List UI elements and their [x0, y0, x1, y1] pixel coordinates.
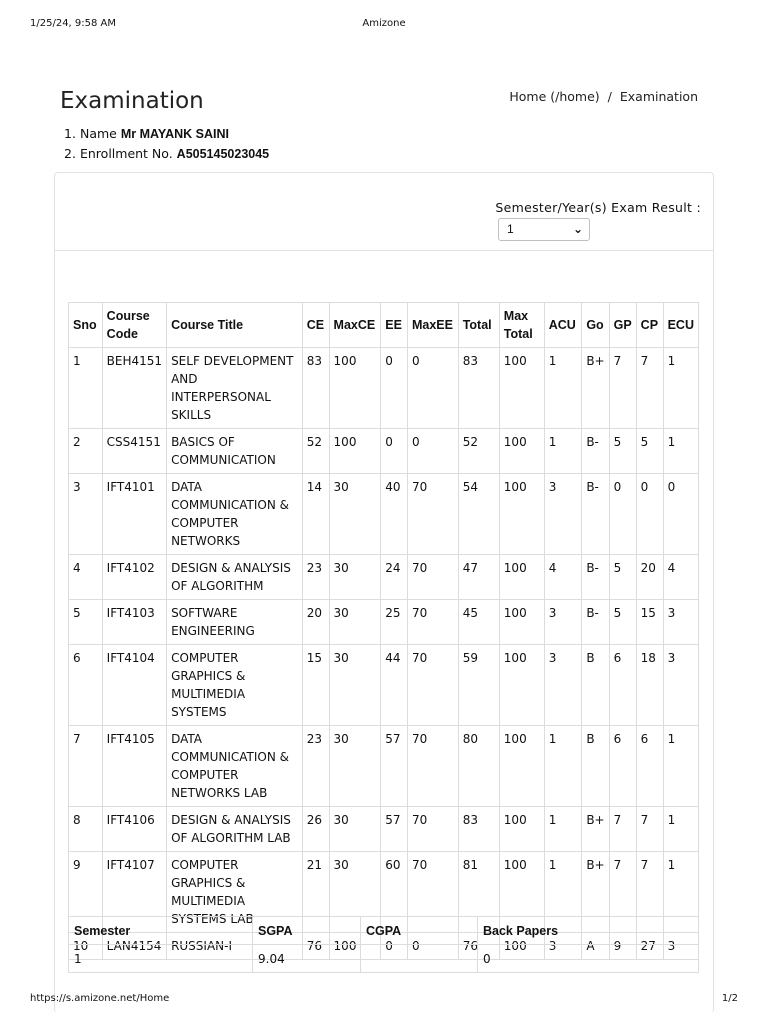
cell-ce: 26 — [302, 807, 329, 852]
cell-ce: 23 — [302, 555, 329, 600]
cell-acu: 1 — [544, 348, 582, 429]
col-header-ecu: ECU — [663, 303, 698, 348]
cell-sno: 6 — [69, 645, 103, 726]
cell-grade: B+ — [582, 348, 609, 429]
cell-maxee: 70 — [407, 645, 458, 726]
semester-select[interactable] — [498, 218, 590, 241]
cell-cp: 5 — [636, 429, 663, 474]
cell-total: 83 — [458, 348, 499, 429]
cell-maxce: 30 — [329, 645, 381, 726]
cell-maxce: 100 — [329, 933, 381, 960]
cell-max-total: 100 — [499, 348, 544, 429]
cell-maxce: 30 — [329, 852, 381, 933]
cell-ecu: 1 — [663, 807, 698, 852]
cell-total: 52 — [458, 429, 499, 474]
summary-back-papers: 0 — [478, 945, 699, 973]
table-row — [69, 645, 699, 726]
cell-ecu: 3 — [663, 645, 698, 726]
cell-gp: 9 — [609, 933, 636, 960]
semester-filter-label: Semester/Year(s) Exam Result : — [495, 200, 701, 215]
cell-course-title: DATA COMMUNICATION & COMPUTER NETWORKS — [167, 474, 303, 555]
cell-grade: B+ — [582, 852, 609, 933]
cell-acu: 1 — [544, 429, 582, 474]
cell-total: 45 — [458, 600, 499, 645]
breadcrumb — [509, 89, 698, 104]
cell-sno: 8 — [69, 807, 103, 852]
cell-max-total: 100 — [499, 600, 544, 645]
student-name-label: Name — [79, 126, 117, 141]
col-header-go: Go — [582, 303, 609, 348]
cell-maxce: 30 — [329, 555, 381, 600]
print-page-number: 1/2 — [721, 993, 738, 1004]
summary-semester: 1 — [69, 945, 253, 973]
cell-course-code: IFT4103 — [102, 600, 166, 645]
table-row — [69, 600, 699, 645]
cell-max-total: 100 — [499, 429, 544, 474]
cell-grade: B- — [582, 555, 609, 600]
cell-course-title: DESIGN & ANALYSIS OF ALGORITHM — [167, 555, 303, 600]
cell-cp: 7 — [636, 852, 663, 933]
cell-total: 81 — [458, 852, 499, 933]
cell-gp: 5 — [609, 555, 636, 600]
cell-acu: 3 — [544, 645, 582, 726]
cell-ecu: 1 — [663, 852, 698, 933]
cell-course-title: RUSSIAN-I — [167, 933, 303, 960]
cell-course-title: SOFTWARE ENGINEERING — [167, 600, 303, 645]
col-header-sno: Sno — [69, 303, 103, 348]
col-header-cgpa: CGPA — [361, 917, 478, 945]
cell-total: 47 — [458, 555, 499, 600]
cell-ee: 0 — [381, 429, 408, 474]
cell-gp: 6 — [609, 726, 636, 807]
cell-maxee: 70 — [407, 726, 458, 807]
cell-maxce: 30 — [329, 726, 381, 807]
cell-gp: 7 — [609, 348, 636, 429]
cell-course-title: BASICS OF COMMUNICATION — [167, 429, 303, 474]
col-header-max-total: Max Total — [499, 303, 544, 348]
cell-ee: 0 — [381, 933, 408, 960]
print-site-title: Amizone — [362, 18, 406, 29]
col-header-course-title: Course Title — [167, 303, 303, 348]
cell-ce: 14 — [302, 474, 329, 555]
enrollment-number: A505145023045 — [176, 147, 270, 161]
cell-acu: 1 — [544, 807, 582, 852]
cell-max-total: 100 — [499, 852, 544, 933]
cell-ee: 40 — [381, 474, 408, 555]
cell-ee: 57 — [381, 726, 408, 807]
table-row — [69, 429, 699, 474]
cell-sno: 2 — [69, 429, 103, 474]
cell-course-code: LAN4154 — [102, 933, 166, 960]
cell-max-total: 100 — [499, 807, 544, 852]
cell-grade: A — [582, 933, 609, 960]
cell-cp: 18 — [636, 645, 663, 726]
cell-course-title: DESIGN & ANALYSIS OF ALGORITHM LAB — [167, 807, 303, 852]
cell-ce: 21 — [302, 852, 329, 933]
cell-ecu: 1 — [663, 726, 698, 807]
cell-maxee: 70 — [407, 474, 458, 555]
table-row — [69, 555, 699, 600]
cell-max-total: 100 — [499, 645, 544, 726]
cell-course-code: BEH4151 — [102, 348, 166, 429]
cell-maxce: 30 — [329, 600, 381, 645]
cell-maxce: 100 — [329, 348, 381, 429]
cell-grade: B — [582, 726, 609, 807]
cell-maxee: 70 — [407, 852, 458, 933]
cell-sno: 4 — [69, 555, 103, 600]
student-enrollment-item — [64, 144, 269, 164]
table-row — [69, 348, 699, 429]
cell-course-title: COMPUTER GRAPHICS & MULTIMEDIA SYSTEMS LAB — [167, 852, 303, 933]
summary-sgpa: 9.04 — [253, 945, 361, 973]
cell-gp: 7 — [609, 852, 636, 933]
col-header-back-papers: Back Papers — [478, 917, 699, 945]
cell-course-title: COMPUTER GRAPHICS & MULTIMEDIA SYSTEMS — [167, 645, 303, 726]
cell-ee: 0 — [381, 348, 408, 429]
col-header-acu: ACU — [544, 303, 582, 348]
cell-ee: 60 — [381, 852, 408, 933]
table-row — [69, 807, 699, 852]
cell-course-code: IFT4105 — [102, 726, 166, 807]
cell-total: 83 — [458, 807, 499, 852]
cell-ce: 83 — [302, 348, 329, 429]
col-header-total: Total — [458, 303, 499, 348]
cell-course-code: CSS4151 — [102, 429, 166, 474]
print-datetime: 1/25/24, 9:58 AM — [30, 18, 117, 29]
print-url: https://s.amizone.net/Home — [30, 993, 170, 1004]
cell-maxce: 30 — [329, 807, 381, 852]
cell-ee: 24 — [381, 555, 408, 600]
cell-acu: 4 — [544, 555, 582, 600]
cell-maxee: 70 — [407, 600, 458, 645]
cell-course-code: IFT4101 — [102, 474, 166, 555]
col-header-semester: Semester — [69, 917, 253, 945]
cell-maxee: 0 — [407, 429, 458, 474]
cell-grade: B- — [582, 429, 609, 474]
col-header-sgpa: SGPA — [253, 917, 361, 945]
cell-acu: 3 — [544, 933, 582, 960]
cell-ecu: 3 — [663, 933, 698, 960]
col-header-maxce: MaxCE — [329, 303, 381, 348]
table-row — [69, 474, 699, 555]
page-title: Examination — [60, 88, 204, 114]
cell-ecu: 0 — [663, 474, 698, 555]
cell-ce: 76 — [302, 933, 329, 960]
cell-cp: 0 — [636, 474, 663, 555]
cell-cp: 7 — [636, 348, 663, 429]
cell-cp: 6 — [636, 726, 663, 807]
results-header-row — [69, 303, 699, 348]
col-header-maxee: MaxEE — [407, 303, 458, 348]
cell-max-total: 100 — [499, 933, 544, 960]
cell-ce: 15 — [302, 645, 329, 726]
list-number: 2. — [64, 146, 76, 161]
breadcrumb-home-link[interactable]: Home (/home) — [509, 89, 600, 104]
cell-max-total: 100 — [499, 474, 544, 555]
cell-course-code: IFT4102 — [102, 555, 166, 600]
summary-table — [68, 916, 699, 973]
breadcrumb-current: Examination — [619, 89, 698, 104]
cell-ee: 57 — [381, 807, 408, 852]
table-row — [69, 726, 699, 807]
student-name-item — [64, 124, 269, 144]
cell-ee: 44 — [381, 645, 408, 726]
semester-select-value: 1 — [507, 222, 514, 236]
cell-sno: 10 — [69, 933, 103, 960]
cell-sno: 3 — [69, 474, 103, 555]
cell-gp: 7 — [609, 807, 636, 852]
cell-max-total: 100 — [499, 555, 544, 600]
cell-ee: 25 — [381, 600, 408, 645]
results-table — [68, 302, 699, 960]
breadcrumb-separator: / — [607, 89, 612, 104]
cell-total: 80 — [458, 726, 499, 807]
summary-cgpa — [361, 945, 478, 973]
cell-ce: 23 — [302, 726, 329, 807]
student-info — [64, 124, 269, 164]
list-number: 1. — [64, 126, 76, 141]
summary-row — [69, 945, 699, 973]
col-header-cp: CP — [636, 303, 663, 348]
cell-grade: B — [582, 645, 609, 726]
cell-ecu: 3 — [663, 600, 698, 645]
cell-course-code: IFT4104 — [102, 645, 166, 726]
col-header-ee: EE — [381, 303, 408, 348]
cell-acu: 3 — [544, 474, 582, 555]
col-header-course-code: Course Code — [102, 303, 166, 348]
print-header — [0, 18, 768, 32]
student-name: Mr MAYANK SAINI — [120, 127, 229, 141]
cell-course-code: IFT4106 — [102, 807, 166, 852]
cell-grade: B- — [582, 474, 609, 555]
cell-cp: 20 — [636, 555, 663, 600]
cell-course-title: SELF DEVELOPMENT AND INTERPERSONAL SKILLS — [167, 348, 303, 429]
cell-course-title: DATA COMMUNICATION & COMPUTER NETWORKS LAB — [167, 726, 303, 807]
cell-sno: 7 — [69, 726, 103, 807]
cell-cp: 15 — [636, 600, 663, 645]
cell-maxee: 70 — [407, 807, 458, 852]
cell-acu: 1 — [544, 726, 582, 807]
chevron-down-icon: ⌄ — [572, 222, 583, 236]
cell-acu: 3 — [544, 600, 582, 645]
cell-max-total: 100 — [499, 726, 544, 807]
cell-sno: 5 — [69, 600, 103, 645]
cell-cp: 7 — [636, 807, 663, 852]
cell-cp: 27 — [636, 933, 663, 960]
cell-grade: B- — [582, 600, 609, 645]
results-body — [69, 348, 699, 960]
cell-ce: 20 — [302, 600, 329, 645]
cell-ce: 52 — [302, 429, 329, 474]
summary-header-row — [69, 917, 699, 945]
cell-maxce: 100 — [329, 429, 381, 474]
cell-total: 54 — [458, 474, 499, 555]
results-card-header — [55, 173, 713, 251]
cell-total: 76 — [458, 933, 499, 960]
cell-course-code: IFT4107 — [102, 852, 166, 933]
cell-sno: 9 — [69, 852, 103, 933]
cell-gp: 0 — [609, 474, 636, 555]
cell-ecu: 1 — [663, 348, 698, 429]
cell-total: 59 — [458, 645, 499, 726]
cell-sno: 1 — [69, 348, 103, 429]
cell-maxee: 70 — [407, 555, 458, 600]
cell-acu: 1 — [544, 852, 582, 933]
cell-maxee: 0 — [407, 933, 458, 960]
cell-gp: 6 — [609, 645, 636, 726]
cell-gp: 5 — [609, 429, 636, 474]
cell-maxee: 0 — [407, 348, 458, 429]
cell-ecu: 4 — [663, 555, 698, 600]
col-header-gp: GP — [609, 303, 636, 348]
cell-maxce: 30 — [329, 474, 381, 555]
col-header-ce: CE — [302, 303, 329, 348]
enrollment-label: Enrollment No. — [79, 146, 173, 161]
cell-ecu: 1 — [663, 429, 698, 474]
cell-grade: B+ — [582, 807, 609, 852]
print-footer — [0, 993, 768, 1007]
cell-gp: 5 — [609, 600, 636, 645]
